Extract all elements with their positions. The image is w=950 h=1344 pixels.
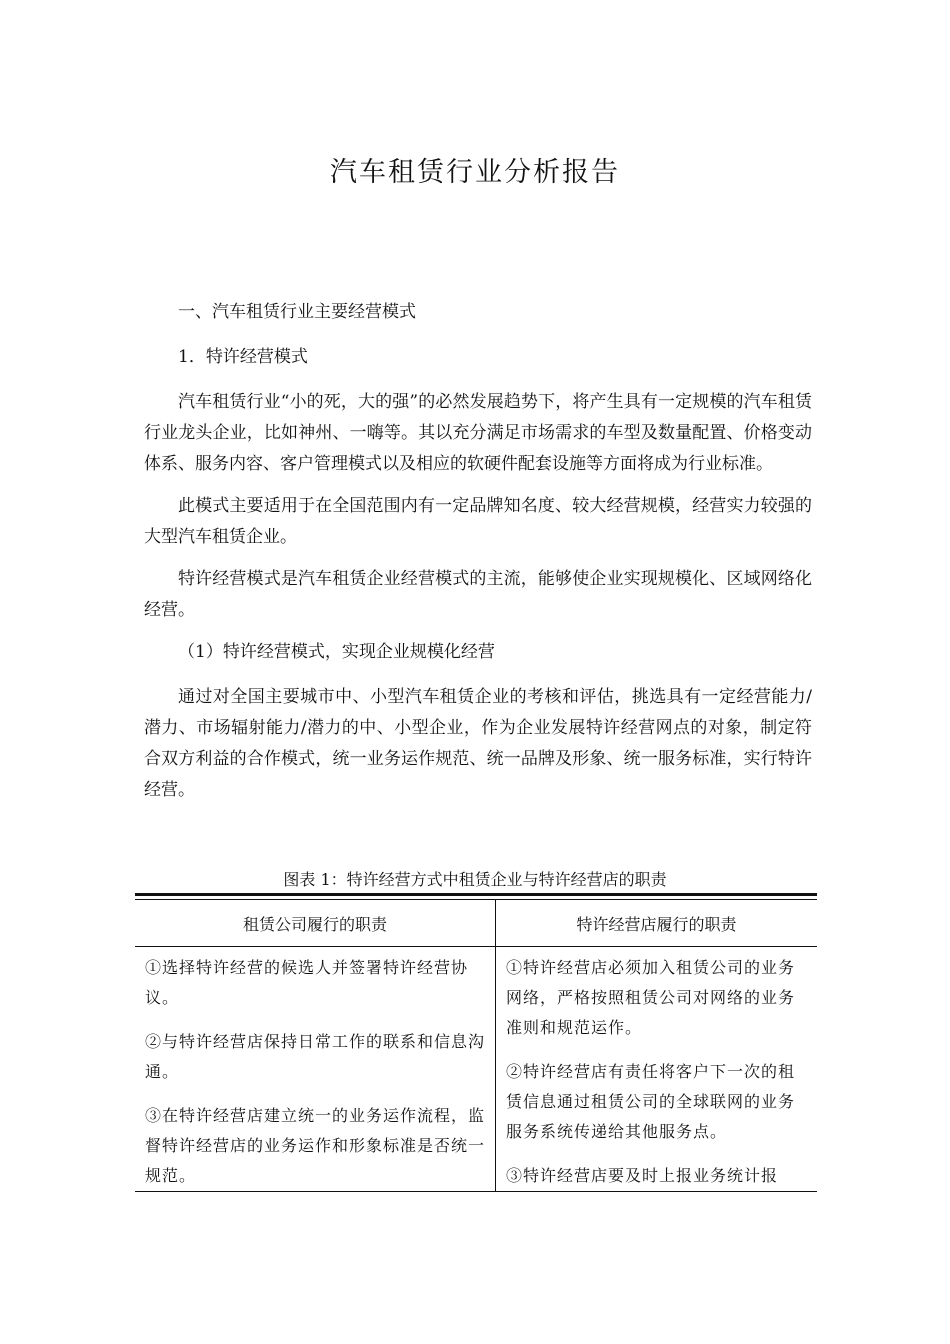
list-item: ②特许经营店有责任将客户下一次的租赁信息通过租赁公司的全球联网的业务服务系统传递给其他服务点。 <box>506 1062 796 1141</box>
responsibility-table <box>135 893 817 1192</box>
paragraph: 汽车租赁行业“小的死，大的强”的必然发展趋势下，将产生具有一定规模的汽车租赁行业龙头企业，比如神州、一嗨等。其以充分满足市场需求的车型及数量配置、价格变动体系、服务内容、客户管理模式以及相应的软硬件配套设施等方面将成为行业标准。 <box>144 392 812 474</box>
list-item: ①特许经营店必须加入租赁公司的业务网络，严格按照租赁公司对网络的业务准则和规范运作。 <box>506 958 796 1037</box>
list-item: ③特许经营店要及时上报业务统计报 <box>506 1166 779 1185</box>
table-caption: 图表 1：特许经营方式中租赁企业与特许经营店的职责 <box>283 870 667 889</box>
table-bottom-rule <box>135 1191 817 1192</box>
section-heading: 一、汽车租赁行业主要经营模式 <box>178 302 416 322</box>
list-item: ③在特许经营店建立统一的业务运作流程，监督特许经营店的业务运作和形象标准是否统一规范。 <box>145 1106 486 1185</box>
list-item: ②与特许经营店保持日常工作的联系和信息沟通。 <box>145 1032 486 1081</box>
table-row <box>135 947 817 1192</box>
subsection-heading: 1．特许经营模式 <box>178 347 308 367</box>
table-header-cell: 特许经营店履行的职责 <box>496 900 818 947</box>
paragraph: 通过对全国主要城市中、小型汽车租赁企业的考核和评估，挑选具有一定经营能力/潜力、市场辐射能力/潜力的中、小型企业，作为企业发展特许经营网点的对象，制定符合双方利益的合作模式，统一业务运作规范、统一品牌及形象、统一服务标准，实行特许经营。 <box>144 687 812 800</box>
list-item: ①选择特许经营的候选人并签署特许经营协议。 <box>145 958 469 1007</box>
table-top-rule <box>135 893 817 900</box>
document-body <box>144 297 812 817</box>
table-header-cell: 租赁公司履行的职责 <box>135 900 496 947</box>
table-cell-franchise <box>496 947 818 1192</box>
table-header-row <box>135 900 817 947</box>
table-grid <box>135 900 817 1191</box>
table-cell-company <box>135 947 496 1192</box>
document-title: 汽车租赁行业分析报告 <box>330 157 620 188</box>
paragraph: 特许经营模式是汽车租赁企业经营模式的主流，能够使企业实现规模化、区域网络化经营。 <box>144 569 812 620</box>
sub-subsection-heading: （1）特许经营模式，实现企业规模化经营 <box>178 642 495 662</box>
paragraph: 此模式主要适用于在全国范围内有一定品牌知名度、较大经营规模，经营实力较强的大型汽车租赁企业。 <box>144 496 812 547</box>
